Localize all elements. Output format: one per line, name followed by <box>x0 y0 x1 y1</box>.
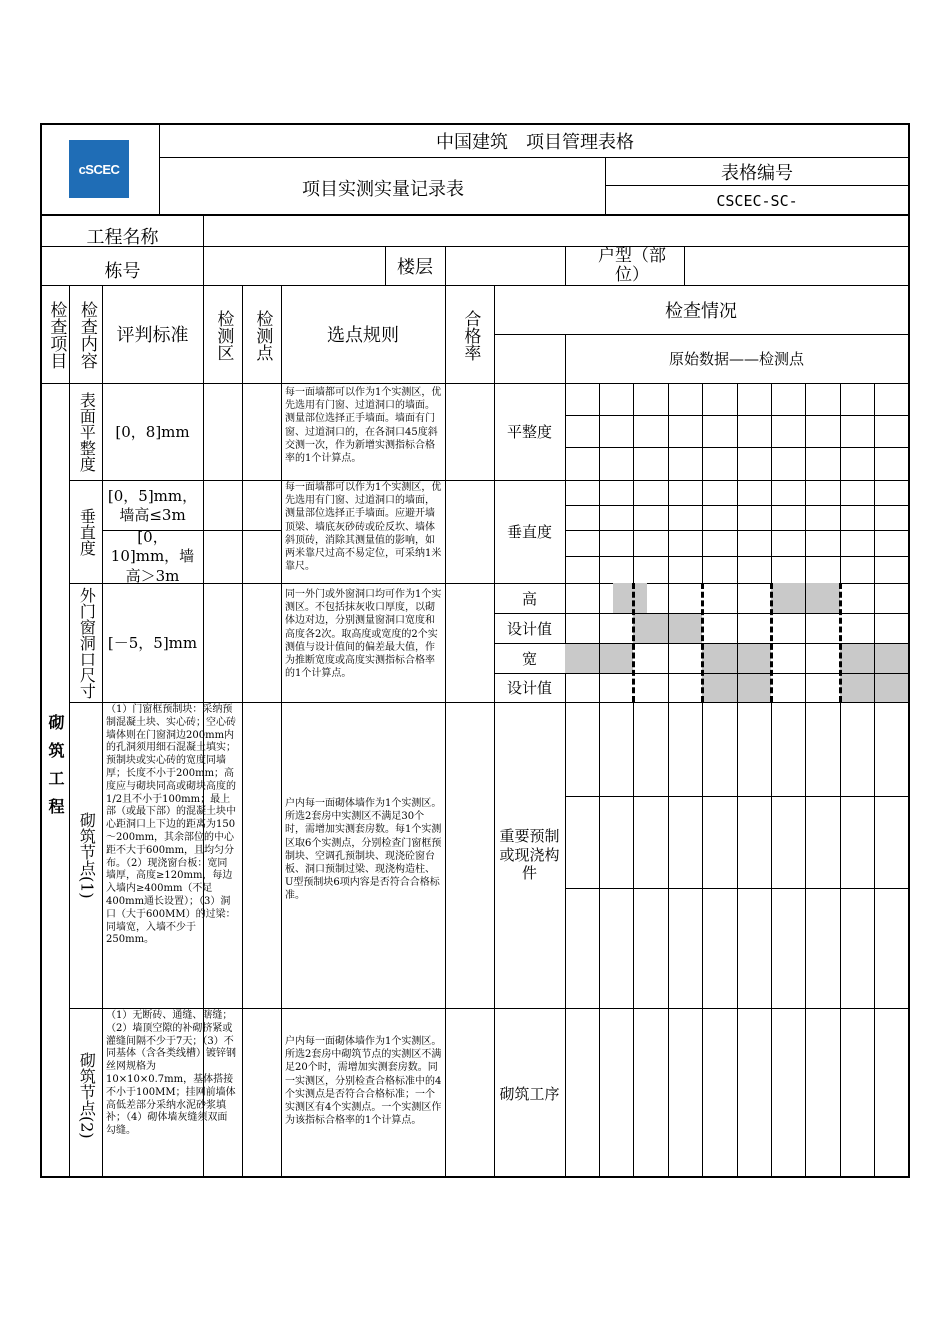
form-no-label: 表格编号 <box>606 159 908 186</box>
col-status: 检查情况 <box>665 300 737 322</box>
data-cell-shaded[interactable] <box>874 673 908 702</box>
row2-standard-b: [0，10]mm，墙高＞3m <box>110 527 195 585</box>
company-logo <box>69 140 129 198</box>
row3-sub-design1: 设计值 <box>506 619 552 638</box>
row2-label: 垂直度 <box>506 523 552 541</box>
grid-line <box>874 702 875 1178</box>
grid-line <box>668 383 669 583</box>
grid-line <box>633 383 634 583</box>
building-label: 栋号 <box>104 260 141 282</box>
row2-content: 垂直度 <box>77 508 97 556</box>
grid-line <box>494 613 565 614</box>
project-name-label: 工程名称 <box>86 227 159 248</box>
grid-line <box>668 702 669 1178</box>
row1-label: 平整度 <box>506 423 552 441</box>
col-standard: 评判标准 <box>116 325 189 346</box>
col-point: 检测点 <box>252 309 273 361</box>
row1-content: 表面平整度 <box>77 392 97 472</box>
grid-line <box>805 702 806 1178</box>
grid-line <box>494 643 565 644</box>
col-rule: 选点规则 <box>327 325 399 346</box>
data-cell-shaded[interactable] <box>668 613 702 643</box>
data-cell-shaded[interactable] <box>613 583 647 613</box>
data-cell-shaded[interactable] <box>565 643 599 673</box>
data-cell-shaded[interactable] <box>805 583 840 613</box>
grid-line <box>874 583 875 702</box>
data-cell-shaded[interactable] <box>599 643 633 673</box>
grid-line <box>494 673 565 674</box>
data-cell-shaded[interactable] <box>737 643 771 673</box>
grid-line <box>599 383 600 583</box>
logo-text: cSCEC <box>78 161 120 177</box>
org-title: 中国建筑 项目管理表格 <box>160 125 910 158</box>
form-no-value: CSCEC-SC- <box>716 192 798 210</box>
unit-label: 户型（部位） <box>598 245 666 285</box>
data-cell-shaded[interactable] <box>840 643 874 673</box>
row3-standard: [－5，5]mm <box>107 634 198 652</box>
row2-standard-a: [0，5]mm，墙高≤3m <box>107 486 198 524</box>
row3-content: 外门窗洞口尺寸 <box>77 586 97 699</box>
grid-line <box>840 383 841 583</box>
grid-line <box>805 383 806 583</box>
grid-line <box>599 583 600 702</box>
grid-dash-line <box>632 583 635 702</box>
row5-standard: （1）无断砖、通缝、瞎缝；（2）墙顶空隙的补砌挤紧或灌缝间隔不少于7天；（3）不同基体（含各类线槽）镀锌钢丝网规格为10×10×0.7mm，基体搭接不小于100MM；挂网前墙体高低差部分采纳水泥砂浆填补；（4）砌体墙灰缝须双面勾缝。 <box>106 1010 236 1137</box>
row5-content: 砌筑节点(2) <box>77 1051 97 1139</box>
grid-line <box>805 583 806 702</box>
row5-label: 砌筑工序 <box>499 1084 560 1103</box>
col-content: 检查内容 <box>76 301 97 369</box>
row4-content: 砌筑节点(1) <box>77 811 97 899</box>
data-cell-shaded[interactable] <box>702 643 737 673</box>
grid-line <box>633 702 634 1178</box>
grid-line <box>771 702 772 1178</box>
row3-sub-high: 高 <box>521 589 537 608</box>
grid-line <box>771 383 772 583</box>
grid-line <box>737 702 738 1178</box>
data-cell-shaded[interactable] <box>633 613 668 643</box>
row3-sub-wide: 宽 <box>521 649 537 668</box>
grid-line <box>840 702 841 1178</box>
grid-dash-line <box>770 583 773 702</box>
row5-rule: 户内每一面砌体墙作为1个实测区。所选2套房中砌筑节点的实测区不满足20个时，需增加实测套房数。同一实测区，分别检查合格标准中的4个实测点是否符合合格标准；一个实测区有4个实测点。一个实测区作为该指标合格率的1个计算点。 <box>285 1036 442 1127</box>
grid-dash-line <box>839 583 842 702</box>
grid-line <box>668 583 669 702</box>
data-cell-shaded[interactable] <box>771 583 805 613</box>
col-zone: 检测区 <box>213 309 234 361</box>
grid-line <box>737 583 738 702</box>
data-cell-shaded[interactable] <box>737 673 771 702</box>
row4-standard: （1）门窗框预制块：采纳预制混凝土块、实心砖；空心砖墙体则在门窗洞边200mm内的孔洞须用细石混凝土填实；预制块或实心砖的宽度同墙厚；长度不小于200mm；高度应与砌块同高或砌块高度的1/2且不小于100mm；最上部（或最下部）的混凝土块中心距洞口上下边的距离为150～200mm，其余部位的中心距不大于600mm，且均匀分布。（2）现浇窗台板：宽同墙厚，高度≥120mm，每边入墙内≥400mm（不足400mm通长设置）；（3）洞口（大于600MM）的过梁：同墙宽，入墙不少于250mm。 <box>106 704 236 946</box>
row4-rule: 户内每一面砌体墙作为1个实测区。所选2套房中实测区不满足30个时，需增加实测套房数。每1个实测区取6个实测点，分别检查门窗框预制块、空调孔预制块、现浇砼窗台板、洞口预制过梁、现浇构造柱、U型预制块6项内容是否符合合格标准。 <box>285 798 442 902</box>
row3-rule: 同一外门或外窗洞口均可作为1个实测区。不包括抹灰收口厚度，以砌体边对边，分别测量窗洞口宽度和高度各2次。取高度或宽度的2个实测值与设计值间的偏差最大值，作为推断宽度或高度实测指标合格率的1个计算点。 <box>285 589 442 680</box>
data-cell-shaded[interactable] <box>874 643 908 673</box>
grid-line <box>599 702 600 1178</box>
data-cell-shaded[interactable] <box>840 673 874 702</box>
row4-label: 重要预制或现浇构件 <box>499 826 560 883</box>
row1-rule: 每一面墙都可以作为1个实测区，优先选用有门窗、过道洞口的墙面。测量部位选择正手墙面。墙面有门窗、过道洞口的，在各洞口45度斜交测一次，作为新增实测指标合格率的1个计算点。 <box>285 387 442 464</box>
grid-dash-line <box>701 583 704 702</box>
floor-label: 楼层 <box>397 257 433 278</box>
grid-line <box>702 383 703 583</box>
row1-standard: [0，8]mm <box>115 423 190 441</box>
row2-rule: 每一面墙都可以作为1个实测区，优先选用有门窗、过道洞口的墙面，测量部位选择正手墙面。应避开墙顶梁、墙底灰砂砖或砼反坎、墙体斜顶砖，消除其测量值的影响，如两米靠尺过高不易定位，可采纳1米靠尺。 <box>285 482 442 573</box>
row3-sub-design2: 设计值 <box>506 679 552 697</box>
grid-line <box>702 702 703 1178</box>
col-item: 检查项目 <box>46 301 67 369</box>
section-label: 砌筑工程 <box>46 714 65 826</box>
col-rate: 合格率 <box>460 309 481 361</box>
data-cell-shaded[interactable] <box>702 673 737 702</box>
grid-line <box>737 383 738 583</box>
grid-line <box>874 383 875 583</box>
col-raw: 原始数据——检测点 <box>668 350 804 368</box>
form-title: 项目实测实量记录表 <box>302 178 464 200</box>
